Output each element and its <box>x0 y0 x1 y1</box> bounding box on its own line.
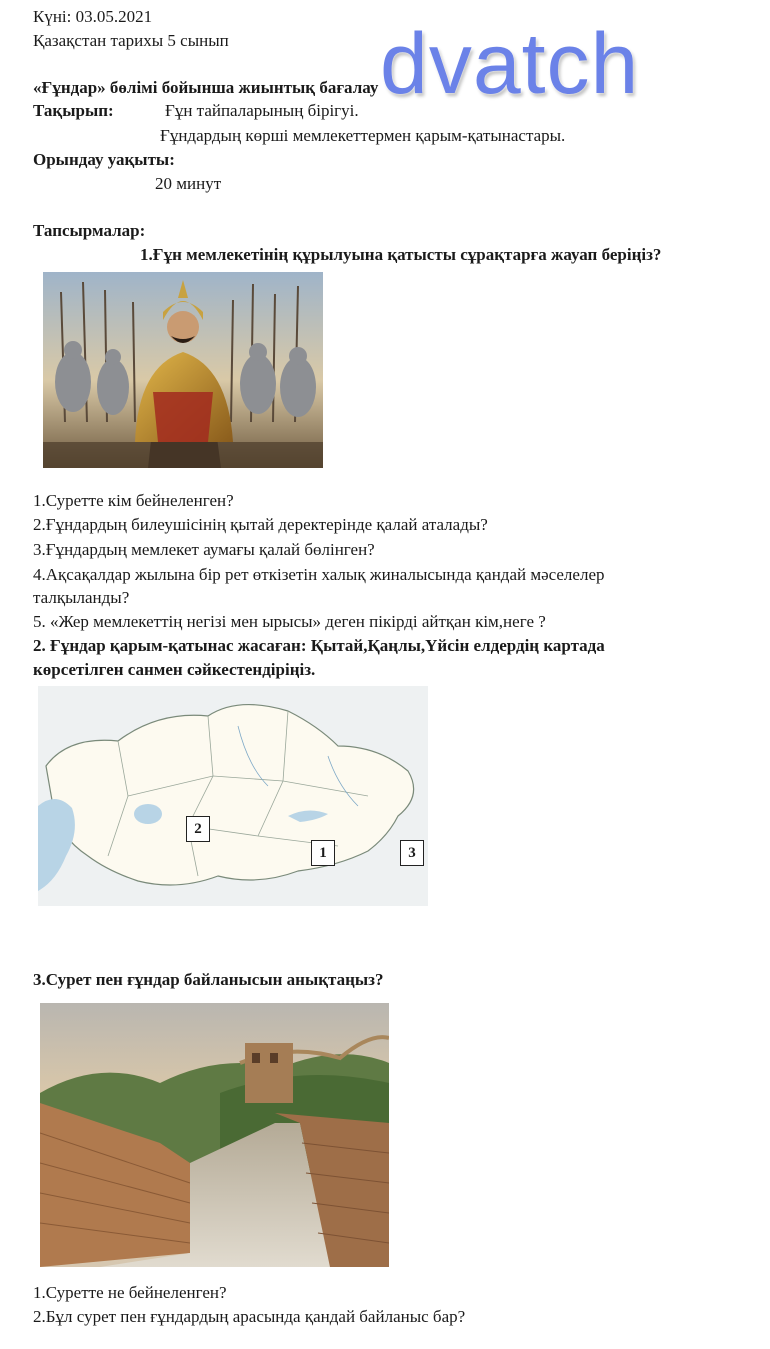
task3-heading: 3.Сурет пен ғұндар байланысын анықтаңыз? <box>33 970 384 989</box>
tasks-label: Тапсырмалар: <box>33 221 146 240</box>
topic-label: Тақырып: <box>33 101 114 120</box>
task2-heading-2: көрсетілген санмен сәйкестендіріңіз. <box>33 660 316 679</box>
task1-question-3: 3.Ғұндардың мемлекет аумағы қалай бөлінген? <box>33 540 375 559</box>
task1-question-4-cont: талқыланды? <box>33 588 130 607</box>
warrior-image <box>43 272 323 468</box>
time-label: Орындау уақыты: <box>33 150 175 169</box>
topic-line-2: Ғұндардың көрші мемлекеттермен қарым-қатынастары. <box>160 126 566 145</box>
watermark-logo: dvatch <box>380 16 640 112</box>
task1-question-5: 5. «Жер мемлекеттің негізі мен ырысы» деген пікірді айтқан кім,неге ? <box>33 612 546 631</box>
task2-heading-1: 2. Ғұндар қарым-қатынас жасаған: Қытай,Қаңлы,Үйсін елдердің картада <box>33 636 605 655</box>
subject-line: Қазақстан тарихы 5 сынып <box>33 31 229 50</box>
map-marker-2: 2 <box>186 816 210 842</box>
section-title: «Ғұндар» бөлімі бойынша жиынтық бағалау <box>33 78 379 97</box>
map-marker-3: 3 <box>400 840 424 866</box>
task1-question-1: 1.Суретте кім бейнеленген? <box>33 491 234 510</box>
kazakhstan-map <box>38 686 428 906</box>
task3-question-2: 2.Бұл сурет пен ғұндардың арасында қандай байланыс бар? <box>33 1307 466 1326</box>
task3-question-1: 1.Суретте не бейнеленген? <box>33 1283 227 1302</box>
map-marker-1: 1 <box>311 840 335 866</box>
topic-line-1: Ғұн тайпаларының бірігуі. <box>165 101 359 120</box>
great-wall-image <box>40 1003 389 1267</box>
task1-heading: 1.Ғұн мемлекетінің құрылуына қатысты сұрақтарға жауап беріңіз? <box>140 245 662 264</box>
task1-question-2: 2.Ғұндардың билеушісінің қытай деректерінде қалай аталады? <box>33 515 488 534</box>
date-line: Күні: 03.05.2021 <box>33 7 153 26</box>
task1-question-4: 4.Ақсақалдар жылына бір рет өткізетін халық жиналысында қандай мәселелер <box>33 565 605 584</box>
time-value: 20 минут <box>155 174 222 193</box>
